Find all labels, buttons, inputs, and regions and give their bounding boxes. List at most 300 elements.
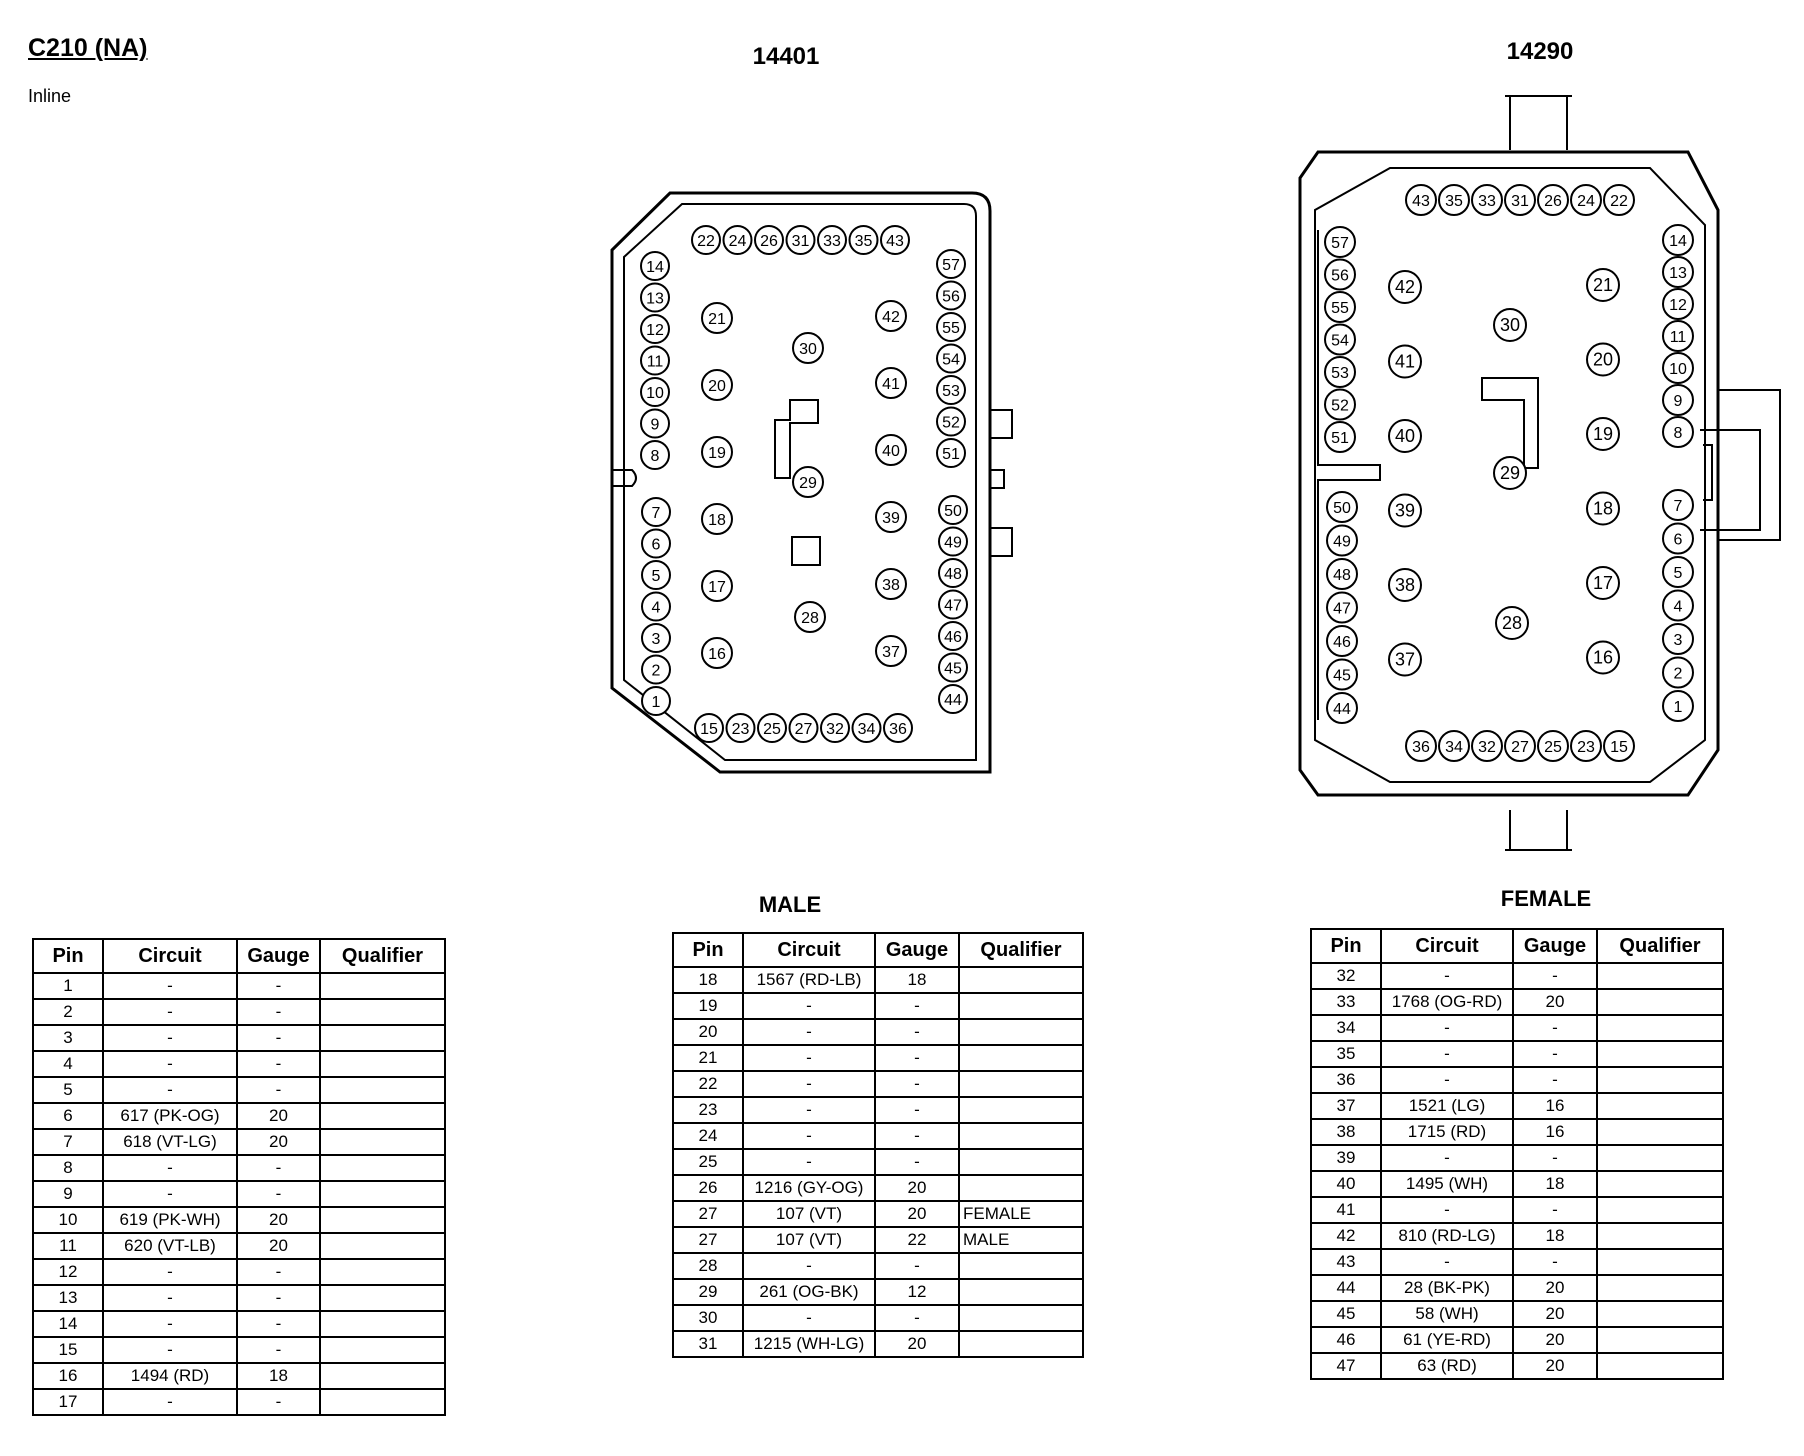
qualifier-cell xyxy=(959,1149,1083,1175)
svg-text:19: 19 xyxy=(1592,424,1614,444)
pin-cavity xyxy=(1663,624,1693,654)
svg-text:50: 50 xyxy=(944,503,962,520)
svg-text:23: 23 xyxy=(731,721,750,738)
svg-text:33: 33 xyxy=(823,233,841,250)
svg-text:38: 38 xyxy=(1394,575,1416,595)
qualifier-cell xyxy=(959,1175,1083,1201)
pin-cavity xyxy=(1571,185,1601,215)
gauge-cell: - xyxy=(1513,1249,1597,1275)
pin-cell: 27 xyxy=(673,1227,743,1253)
gauge-cell: - xyxy=(875,1071,959,1097)
gauge-cell: 12 xyxy=(875,1279,959,1305)
pin-cell: 16 xyxy=(33,1363,103,1389)
svg-text:28: 28 xyxy=(1501,613,1523,633)
table-row xyxy=(1311,1145,1723,1171)
circuit-cell: - xyxy=(1381,963,1513,989)
qualifier-cell xyxy=(1597,1353,1723,1379)
pin-cavity xyxy=(1327,660,1357,690)
pin-cavity xyxy=(1325,422,1355,452)
table-row xyxy=(1311,1197,1723,1223)
pin-cell: 18 xyxy=(673,967,743,993)
table-row xyxy=(1311,1275,1723,1301)
circuit-cell: - xyxy=(103,1051,237,1077)
svg-text:17: 17 xyxy=(1592,573,1614,593)
pin-cavity xyxy=(1663,353,1693,383)
pin-cavity xyxy=(937,376,965,404)
table-row xyxy=(1311,1041,1723,1067)
pin-cavity xyxy=(642,624,670,652)
gauge-column-header: Gauge xyxy=(237,939,320,973)
pin-cell: 8 xyxy=(33,1155,103,1181)
circuit-cell: - xyxy=(743,1045,875,1071)
gauge-cell: - xyxy=(237,1389,320,1415)
pin-cavity xyxy=(695,714,723,742)
pin-column-header: Pin xyxy=(33,939,103,973)
table-row xyxy=(33,1025,445,1051)
svg-text:10: 10 xyxy=(646,385,664,402)
gauge-cell: 20 xyxy=(1513,989,1597,1015)
svg-text:12: 12 xyxy=(1669,297,1687,314)
pin-cavity xyxy=(881,226,909,254)
svg-text:46: 46 xyxy=(944,629,962,646)
circuit-cell: 107 (VT) xyxy=(743,1201,875,1227)
svg-text:12: 12 xyxy=(646,322,664,339)
pin-cell: 21 xyxy=(673,1045,743,1071)
svg-text:39: 39 xyxy=(882,510,900,527)
svg-text:22: 22 xyxy=(1610,193,1628,210)
gauge-cell: - xyxy=(237,1311,320,1337)
svg-text:56: 56 xyxy=(1331,267,1349,285)
svg-text:3: 3 xyxy=(1673,632,1683,649)
svg-text:46: 46 xyxy=(1333,634,1351,651)
pin-cavity xyxy=(787,226,815,254)
svg-text:29: 29 xyxy=(1499,463,1521,483)
pin-cavity xyxy=(821,714,849,742)
circuit-cell: - xyxy=(743,1123,875,1149)
svg-text:40: 40 xyxy=(882,443,900,460)
pin-cavity xyxy=(939,591,967,619)
table-row xyxy=(33,1103,445,1129)
svg-text:36: 36 xyxy=(1412,739,1430,756)
svg-text:15: 15 xyxy=(1610,739,1628,756)
pin-cavity xyxy=(876,368,906,398)
pin-cavity xyxy=(1663,658,1693,688)
table-row xyxy=(1311,1249,1723,1275)
pin-cavity xyxy=(1325,325,1355,355)
circuit-cell: 810 (RD-LG) xyxy=(1381,1223,1513,1249)
pin-cell: 30 xyxy=(673,1305,743,1331)
circuit-cell: - xyxy=(103,1077,237,1103)
svg-text:18: 18 xyxy=(708,512,726,529)
pin-cavity xyxy=(876,502,906,532)
table-row xyxy=(673,1071,1083,1097)
pin-cell: 3 xyxy=(33,1025,103,1051)
svg-text:11: 11 xyxy=(1669,329,1687,346)
pin-cavity xyxy=(1663,490,1693,520)
pin-cell: 37 xyxy=(1311,1093,1381,1119)
pin-cell: 10 xyxy=(33,1207,103,1233)
table-row xyxy=(33,973,445,999)
circuit-column-header: Circuit xyxy=(103,939,237,973)
table-row xyxy=(33,1285,445,1311)
svg-text:29: 29 xyxy=(799,475,817,492)
circuit-cell: 1521 (LG) xyxy=(1381,1093,1513,1119)
pin-cavity xyxy=(1587,269,1619,301)
qualifier-cell xyxy=(1597,989,1723,1015)
pin-cavity xyxy=(1494,457,1526,489)
pin-cavity xyxy=(939,496,967,524)
table-row xyxy=(1311,1015,1723,1041)
qualifier-cell xyxy=(959,1045,1083,1071)
pin-cavity xyxy=(790,714,818,742)
circuit-cell: - xyxy=(103,1155,237,1181)
pin-cavity xyxy=(724,226,752,254)
pin-cavity xyxy=(939,559,967,587)
qualifier-cell xyxy=(1597,1275,1723,1301)
svg-text:44: 44 xyxy=(1333,701,1351,718)
svg-text:23: 23 xyxy=(1577,739,1595,756)
svg-text:43: 43 xyxy=(1412,193,1430,210)
pin-cavity xyxy=(1389,346,1421,378)
circuit-cell: - xyxy=(103,1025,237,1051)
pin-cavity xyxy=(876,301,906,331)
qualifier-cell xyxy=(320,1285,445,1311)
circuit-cell: - xyxy=(103,973,237,999)
svg-text:47: 47 xyxy=(1333,600,1351,618)
gauge-cell: - xyxy=(237,1025,320,1051)
qualifier-cell xyxy=(320,1259,445,1285)
pin-cell: 26 xyxy=(673,1175,743,1201)
circuit-cell: - xyxy=(1381,1067,1513,1093)
table-row xyxy=(33,1155,445,1181)
pin-cavity xyxy=(1587,642,1619,674)
circuit-cell: - xyxy=(743,1019,875,1045)
table-row xyxy=(33,1259,445,1285)
gauge-cell: - xyxy=(875,1045,959,1071)
qualifier-cell xyxy=(320,1311,445,1337)
pin-cell: 6 xyxy=(33,1103,103,1129)
pin-cavity xyxy=(1587,493,1619,525)
pin-cavity xyxy=(1663,524,1693,554)
qualifier-cell xyxy=(320,1129,445,1155)
gauge-cell: 18 xyxy=(1513,1171,1597,1197)
pin-cavity xyxy=(1327,559,1357,589)
pin-cavity xyxy=(1663,417,1693,447)
pin-cavity xyxy=(1604,731,1634,761)
svg-text:6: 6 xyxy=(1673,531,1683,549)
svg-text:56: 56 xyxy=(942,288,960,306)
gauge-cell: 20 xyxy=(237,1233,320,1259)
pin-cavity xyxy=(1389,420,1421,452)
male-connector-part-number: 14401 xyxy=(752,43,820,70)
qualifier-cell xyxy=(959,1097,1083,1123)
svg-text:1: 1 xyxy=(651,694,661,711)
svg-text:40: 40 xyxy=(1394,426,1416,446)
qualifier-cell xyxy=(320,1103,445,1129)
pin-cavity xyxy=(939,528,967,556)
svg-text:52: 52 xyxy=(1331,397,1349,415)
svg-text:28: 28 xyxy=(801,610,819,627)
table-row xyxy=(673,1045,1083,1071)
qualifier-cell xyxy=(320,1337,445,1363)
circuit-cell: 1216 (GY-OG) xyxy=(743,1175,875,1201)
svg-text:8: 8 xyxy=(1673,425,1683,442)
svg-text:27: 27 xyxy=(794,721,813,738)
svg-text:9: 9 xyxy=(650,416,660,434)
svg-text:48: 48 xyxy=(1333,567,1351,584)
gauge-cell: - xyxy=(237,1155,320,1181)
table-row xyxy=(1311,1301,1723,1327)
svg-text:7: 7 xyxy=(1673,498,1683,515)
qualifier-cell xyxy=(959,1071,1083,1097)
pin-cavity xyxy=(1587,418,1619,450)
pin-cell: 38 xyxy=(1311,1119,1381,1145)
circuit-cell: - xyxy=(103,1181,237,1207)
svg-text:13: 13 xyxy=(646,290,664,308)
svg-text:8: 8 xyxy=(650,448,660,465)
table-row xyxy=(1311,989,1723,1015)
pin-cavity xyxy=(1439,731,1469,761)
svg-text:54: 54 xyxy=(1331,332,1349,350)
svg-text:36: 36 xyxy=(889,721,907,738)
svg-text:30: 30 xyxy=(1499,315,1521,335)
pin-cavity xyxy=(702,571,732,601)
pin-cell: 11 xyxy=(33,1233,103,1259)
svg-text:44: 44 xyxy=(944,692,962,709)
qualifier-cell: MALE xyxy=(959,1227,1083,1253)
pin-cell: 17 xyxy=(33,1389,103,1415)
pin-cavity xyxy=(1325,357,1355,387)
circuit-cell: 261 (OG-BK) xyxy=(743,1279,875,1305)
svg-text:16: 16 xyxy=(708,646,726,663)
pin-cavity xyxy=(884,714,912,742)
circuit-cell: 1567 (RD-LB) xyxy=(743,967,875,993)
pin-cavity xyxy=(937,439,965,467)
table-row xyxy=(1311,963,1723,989)
table-row xyxy=(33,1311,445,1337)
pin-cell: 2 xyxy=(33,999,103,1025)
gauge-cell: 20 xyxy=(237,1207,320,1233)
pin-cavity xyxy=(1472,185,1502,215)
qualifier-cell xyxy=(320,1181,445,1207)
circuit-cell: 617 (PK-OG) xyxy=(103,1103,237,1129)
svg-text:35: 35 xyxy=(854,233,873,250)
svg-text:26: 26 xyxy=(760,233,778,250)
pin-cavity xyxy=(1538,185,1568,215)
circuit-cell: 618 (VT-LG) xyxy=(103,1129,237,1155)
qualifier-cell xyxy=(1597,1119,1723,1145)
gauge-cell: - xyxy=(1513,963,1597,989)
pin-cavity xyxy=(1663,591,1693,621)
svg-text:31: 31 xyxy=(791,233,810,250)
pin-cavity xyxy=(850,226,878,254)
gauge-cell: 20 xyxy=(875,1201,959,1227)
pin-cell: 41 xyxy=(1311,1197,1381,1223)
qualifier-cell xyxy=(1597,1067,1723,1093)
svg-text:18: 18 xyxy=(1592,498,1614,519)
svg-text:52: 52 xyxy=(942,414,960,432)
qualifier-column-header: Qualifier xyxy=(959,933,1083,967)
pin-cavity xyxy=(1587,344,1619,376)
svg-text:2: 2 xyxy=(1673,665,1683,683)
pin-cavity xyxy=(641,378,669,406)
svg-text:57: 57 xyxy=(1331,235,1349,252)
pin-cell: 13 xyxy=(33,1285,103,1311)
svg-text:57: 57 xyxy=(942,257,960,274)
pin-cavity xyxy=(853,714,881,742)
circuit-column-header: Circuit xyxy=(1381,929,1513,963)
qualifier-cell xyxy=(959,967,1083,993)
pin-column-header: Pin xyxy=(673,933,743,967)
pin-cavity xyxy=(642,561,670,589)
table-row xyxy=(33,1389,445,1415)
circuit-cell: 28 (BK-PK) xyxy=(1381,1275,1513,1301)
svg-text:49: 49 xyxy=(944,534,962,552)
svg-text:4: 4 xyxy=(1673,598,1683,616)
pin-cell: 44 xyxy=(1311,1275,1381,1301)
pin-cell: 24 xyxy=(673,1123,743,1149)
pin-cavity xyxy=(1327,593,1357,623)
gauge-cell: - xyxy=(1513,1197,1597,1223)
svg-text:24: 24 xyxy=(1577,193,1595,210)
pin-cell: 42 xyxy=(1311,1223,1381,1249)
gauge-cell: 20 xyxy=(875,1175,959,1201)
gauge-cell: 16 xyxy=(1513,1119,1597,1145)
pin-cavity xyxy=(1505,731,1535,761)
pin-cell: 9 xyxy=(33,1181,103,1207)
pin-cavity xyxy=(702,504,732,534)
pin-cell: 36 xyxy=(1311,1067,1381,1093)
svg-text:49: 49 xyxy=(1333,533,1351,551)
pin-cavity xyxy=(1327,492,1357,522)
gauge-cell: - xyxy=(875,1149,959,1175)
pin-table-middle xyxy=(672,932,1084,1358)
pin-cavity xyxy=(1571,731,1601,761)
gauge-cell: 22 xyxy=(875,1227,959,1253)
pin-cavity xyxy=(1325,227,1355,257)
qualifier-cell xyxy=(320,1155,445,1181)
table-row xyxy=(33,1207,445,1233)
circuit-cell: - xyxy=(1381,1015,1513,1041)
table-row xyxy=(673,993,1083,1019)
pin-cavity xyxy=(1496,607,1528,639)
circuit-cell: - xyxy=(103,1389,237,1415)
qualifier-cell xyxy=(1597,1327,1723,1353)
svg-text:15: 15 xyxy=(700,721,718,738)
table-row xyxy=(1311,1327,1723,1353)
gauge-cell: - xyxy=(875,1253,959,1279)
pin-cavity xyxy=(793,467,823,497)
pin-cell: 28 xyxy=(673,1253,743,1279)
gauge-cell: - xyxy=(237,1285,320,1311)
qualifier-cell xyxy=(320,1389,445,1415)
table-row xyxy=(673,1123,1083,1149)
svg-text:45: 45 xyxy=(944,660,962,678)
pin-cell: 43 xyxy=(1311,1249,1381,1275)
svg-text:38: 38 xyxy=(882,577,900,594)
qualifier-cell xyxy=(320,1025,445,1051)
circuit-cell: 619 (PK-WH) xyxy=(103,1207,237,1233)
svg-text:14: 14 xyxy=(646,259,664,276)
pin-cavity xyxy=(937,250,965,278)
table-row xyxy=(33,1363,445,1389)
svg-text:14: 14 xyxy=(1669,233,1687,250)
pin-cavity xyxy=(641,315,669,343)
gauge-cell: - xyxy=(237,1259,320,1285)
svg-text:34: 34 xyxy=(1445,739,1463,756)
gauge-cell: 18 xyxy=(1513,1223,1597,1249)
pin-cavity xyxy=(1327,626,1357,656)
qualifier-cell xyxy=(320,1077,445,1103)
gauge-cell: 20 xyxy=(875,1331,959,1357)
pin-cavity xyxy=(1663,557,1693,587)
pin-cavity xyxy=(939,622,967,650)
gauge-cell: - xyxy=(237,1077,320,1103)
gauge-cell: - xyxy=(1513,1041,1597,1067)
qualifier-cell xyxy=(320,1051,445,1077)
svg-text:26: 26 xyxy=(1544,193,1562,210)
pin-cell: 12 xyxy=(33,1259,103,1285)
connector-type-label: Inline xyxy=(28,86,72,106)
circuit-cell: 1495 (WH) xyxy=(1381,1171,1513,1197)
pin-cell: 32 xyxy=(1311,963,1381,989)
pin-cell: 45 xyxy=(1311,1301,1381,1327)
qualifier-column-header: Qualifier xyxy=(320,939,445,973)
pin-cell: 27 xyxy=(673,1201,743,1227)
table-row xyxy=(33,1051,445,1077)
table-row xyxy=(33,1077,445,1103)
gauge-cell: - xyxy=(875,1097,959,1123)
pin-cavity xyxy=(1587,567,1619,599)
pin-cavity xyxy=(937,345,965,373)
qualifier-cell xyxy=(1597,963,1723,989)
pin-cavity xyxy=(1406,731,1436,761)
svg-text:54: 54 xyxy=(942,351,960,369)
pin-cavity xyxy=(876,569,906,599)
qualifier-cell xyxy=(320,1207,445,1233)
gauge-cell: - xyxy=(237,1051,320,1077)
svg-text:5: 5 xyxy=(1673,565,1683,582)
circuit-cell: - xyxy=(103,1285,237,1311)
pin-cavity xyxy=(1604,185,1634,215)
svg-text:20: 20 xyxy=(708,378,726,395)
svg-text:48: 48 xyxy=(944,566,962,583)
gauge-cell: 20 xyxy=(1513,1327,1597,1353)
pin-cell: 46 xyxy=(1311,1327,1381,1353)
gauge-cell: 20 xyxy=(237,1103,320,1129)
gauge-cell: - xyxy=(875,993,959,1019)
gauge-cell: 20 xyxy=(1513,1353,1597,1379)
pin-cavity xyxy=(642,498,670,526)
qualifier-cell xyxy=(320,973,445,999)
pin-cavity xyxy=(1472,731,1502,761)
gauge-cell: - xyxy=(1513,1067,1597,1093)
pin-cavity xyxy=(1325,390,1355,420)
qualifier-cell: FEMALE xyxy=(959,1201,1083,1227)
qualifier-cell xyxy=(959,993,1083,1019)
pin-cavity xyxy=(1325,260,1355,290)
table-row xyxy=(1311,1093,1723,1119)
qualifier-cell xyxy=(959,1019,1083,1045)
svg-text:41: 41 xyxy=(882,376,900,393)
svg-text:33: 33 xyxy=(1478,193,1496,210)
circuit-cell: - xyxy=(743,1305,875,1331)
pin-cavity xyxy=(702,638,732,668)
pin-cavity xyxy=(1538,731,1568,761)
table-row xyxy=(33,1129,445,1155)
qualifier-cell xyxy=(320,999,445,1025)
circuit-cell: - xyxy=(103,1311,237,1337)
